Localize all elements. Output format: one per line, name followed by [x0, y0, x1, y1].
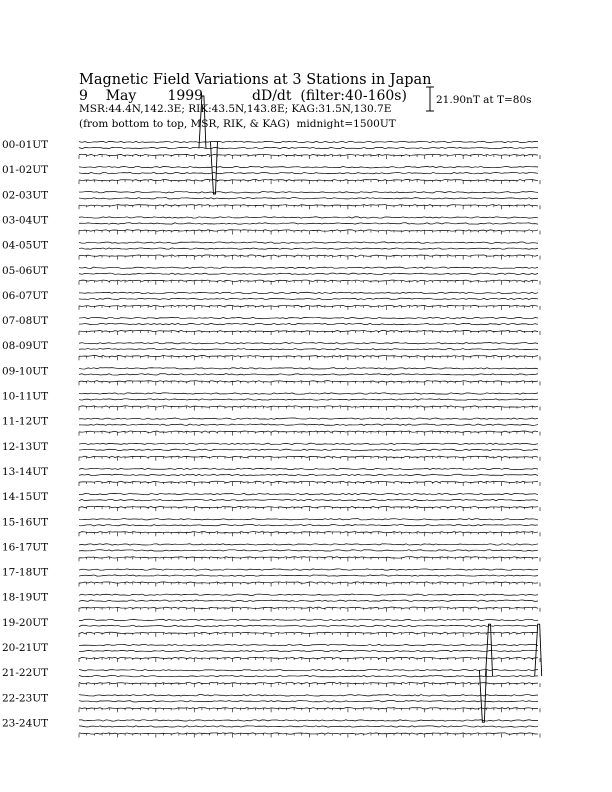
trace-msr	[79, 393, 538, 394]
trace-msr	[79, 644, 538, 645]
hour-row-label: 03-04UT	[2, 214, 49, 227]
hour-row-label: 08-09UT	[2, 340, 49, 353]
minute-ticks	[79, 256, 540, 260]
spike-0	[199, 96, 206, 148]
trace-msr	[79, 519, 538, 520]
trace-msr	[79, 166, 538, 167]
trace-rik	[79, 198, 538, 199]
trace-rik	[79, 374, 538, 375]
hour-row	[2, 692, 540, 712]
hour-row-label: 21-22UT	[2, 667, 49, 680]
hour-row-label: 17-18UT	[2, 566, 49, 579]
chart-title: Magnetic Field Variations at 3 Stations in Japan	[79, 72, 432, 88]
minute-ticks	[79, 381, 540, 385]
trace-rik	[79, 323, 538, 324]
spike-3	[486, 624, 493, 676]
trace-rik	[79, 147, 538, 148]
hour-row	[2, 164, 540, 184]
hour-row	[2, 592, 540, 612]
hour-row	[2, 416, 540, 436]
hour-row-label: 16-17UT	[2, 541, 49, 554]
hour-row	[2, 567, 540, 587]
trace-rik	[79, 701, 538, 702]
trace-msr	[79, 569, 538, 570]
minute-ticks	[79, 658, 540, 662]
hour-row-label: 11-12UT	[2, 415, 49, 428]
minute-ticks	[79, 281, 540, 285]
trace-rik	[79, 525, 538, 526]
trace-rik	[79, 474, 538, 475]
hour-row-label: 19-20UT	[2, 616, 49, 629]
chart-subtitle: 9 May 1999 dD/dt (filter:40-160s)	[79, 88, 407, 104]
hour-row-label: 13-14UT	[2, 465, 49, 478]
hour-row-label: 14-15UT	[2, 491, 49, 504]
trace-msr	[79, 544, 538, 545]
minute-ticks	[79, 457, 540, 461]
spike-2	[479, 670, 486, 722]
hour-row	[2, 466, 540, 486]
minute-ticks	[79, 205, 540, 209]
hour-row	[2, 365, 540, 385]
trace-msr	[79, 669, 538, 670]
trace-msr	[79, 267, 538, 268]
minute-ticks	[79, 432, 540, 436]
hour-row-label: 06-07UT	[2, 289, 49, 302]
hour-row-label: 12-13UT	[2, 440, 49, 453]
spike-4	[535, 624, 542, 676]
minute-ticks	[79, 532, 540, 536]
trace-msr	[79, 242, 538, 243]
minute-ticks	[79, 331, 540, 335]
hour-row-label: 05-06UT	[2, 264, 49, 277]
station-coordinates: MSR:44.4N,142.3E; RIK:43.5N,143.8E; KAG:31.5N,130.7E	[79, 103, 392, 115]
hour-row-label: 00-01UT	[2, 139, 49, 151]
minute-ticks	[79, 356, 540, 360]
minute-ticks	[79, 306, 540, 310]
minute-ticks	[79, 557, 540, 561]
hour-row	[2, 240, 540, 260]
minute-ticks	[79, 683, 540, 687]
hour-row-label: 02-03UT	[2, 189, 49, 202]
hour-row	[2, 214, 540, 234]
trace-msr	[79, 443, 538, 444]
hour-row-label: 10-11UT	[2, 390, 49, 403]
minute-ticks	[79, 155, 540, 159]
hour-row-label: 07-08UT	[2, 315, 49, 328]
minute-ticks	[79, 180, 540, 184]
hour-row-label: 23-24UT	[2, 717, 49, 730]
trace-rik	[79, 248, 538, 249]
minute-ticks	[79, 583, 540, 587]
minute-ticks	[79, 230, 540, 234]
hour-row	[2, 617, 540, 637]
hour-row-label: 15-16UT	[2, 516, 49, 529]
hour-row	[2, 265, 540, 285]
station-order-note: (from bottom to top, MSR, RIK, & KAG) midnight=1500UT	[79, 118, 396, 130]
hour-row	[2, 717, 540, 737]
spike-1	[210, 142, 217, 194]
trace-rik	[79, 223, 538, 224]
trace-msr	[79, 493, 538, 494]
hour-row	[2, 516, 540, 536]
trace-msr	[79, 317, 538, 318]
hour-row	[2, 541, 540, 561]
trace-msr	[79, 619, 538, 620]
hour-row	[2, 441, 540, 461]
hour-row-label: 04-05UT	[2, 239, 49, 252]
trace-rik	[79, 575, 538, 576]
minute-ticks	[79, 407, 540, 411]
trace-msr	[79, 141, 538, 142]
trace-rik	[79, 550, 538, 551]
hour-row	[2, 667, 540, 687]
hour-row-label: 20-21UT	[2, 642, 49, 654]
trace-rik	[79, 600, 538, 601]
trace-msr	[79, 368, 538, 369]
hour-row	[2, 315, 540, 335]
trace-msr	[79, 468, 538, 469]
minute-ticks	[79, 608, 540, 612]
trace-rik	[79, 273, 538, 274]
trace-rik	[79, 349, 538, 350]
hour-row	[2, 139, 540, 159]
hour-row-label: 01-02UT	[2, 164, 49, 177]
trace-msr	[79, 217, 538, 218]
hour-row	[2, 189, 540, 209]
hour-row	[2, 290, 540, 310]
trace-msr	[79, 695, 538, 696]
minute-ticks	[79, 633, 540, 637]
trace-msr	[79, 418, 538, 419]
hour-row	[2, 391, 540, 411]
trace-rik	[79, 675, 538, 676]
trace-rik	[79, 424, 538, 425]
trace-msr	[79, 594, 538, 595]
hour-row	[2, 642, 540, 662]
trace-rik	[79, 399, 538, 400]
hour-row	[2, 491, 540, 511]
scale-label: 21.90nT at T=80s	[436, 94, 532, 106]
minute-ticks	[79, 733, 540, 737]
hour-row-label: 18-19UT	[2, 591, 49, 604]
minute-ticks	[79, 507, 540, 511]
trace-msr	[79, 292, 538, 293]
trace-rik	[79, 298, 538, 299]
minute-ticks	[79, 708, 540, 712]
trace-rik	[79, 625, 538, 626]
trace-rik	[79, 172, 538, 173]
hour-row-label: 09-10UT	[2, 365, 49, 378]
trace-rik	[79, 449, 538, 450]
minute-ticks	[79, 482, 540, 486]
trace-rik	[79, 499, 538, 500]
trace-rik	[79, 726, 538, 727]
trace-rik	[79, 650, 538, 651]
hour-row-label: 22-23UT	[2, 692, 49, 705]
trace-msr	[79, 720, 538, 721]
hour-row	[2, 340, 540, 360]
trace-msr	[79, 343, 538, 344]
trace-msr	[79, 192, 538, 193]
